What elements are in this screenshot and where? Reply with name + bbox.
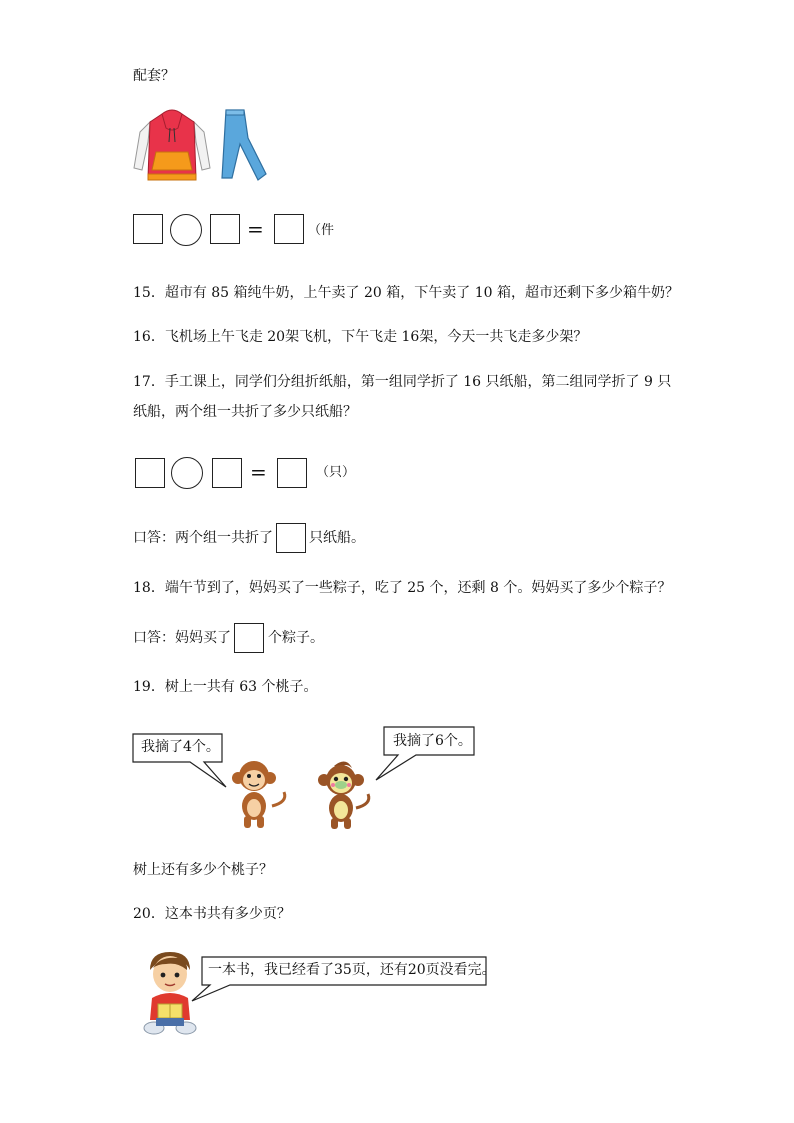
- q18-answer-blank[interactable]: [234, 623, 264, 653]
- q19-question: 树上还有多少个桃子？: [133, 862, 273, 878]
- q14-operator-circle[interactable]: [170, 214, 202, 246]
- hoodie-picture: [132, 108, 212, 184]
- q17-blank-result[interactable]: [277, 458, 307, 488]
- q17-blank-1[interactable]: [135, 458, 165, 488]
- q17-answer-prefix: 口答：两个组一共折了: [133, 530, 273, 546]
- q17-equals-sign: =: [250, 460, 267, 484]
- q20-bubble-text: 一本书，我已经看了35页，还有20页没看完。: [208, 962, 496, 978]
- monkey-icon: [316, 758, 376, 830]
- q14-text: 配套？: [133, 68, 175, 84]
- q17-answer-blank[interactable]: [276, 523, 306, 553]
- q17-operator-circle[interactable]: [171, 457, 203, 489]
- q18-text: 18．端午节到了，妈妈买了一些粽子，吃了 25 个，还剩 8 个。妈妈买了多少个粽子？: [133, 580, 672, 596]
- q14-equals-sign: =: [247, 217, 264, 241]
- q20-text: 20．这本书共有多少页？: [133, 906, 291, 922]
- q14-blank-result[interactable]: [274, 214, 304, 244]
- q17-blank-2[interactable]: [212, 458, 242, 488]
- monkey-icon: [228, 758, 290, 830]
- q16-text: 16．飞机场上午飞走 20架飞机，下午飞走 16架，今天一共飞走多少架？: [133, 329, 588, 345]
- q14-blank-2[interactable]: [210, 214, 240, 244]
- q17-text-line2: 纸船，两个组一共折了多少只纸船？: [133, 404, 357, 420]
- q15-text: 15．超市有 85 箱纯牛奶，上午卖了 20 箱，下午卖了 10 箱，超市还剩下多少箱牛奶？: [133, 285, 679, 301]
- q14-unit: （件: [308, 223, 335, 238]
- q17-text-line1: 17．手工课上，同学们分组折纸船，第一组同学折了 16 只纸船，第二组同学折了 9 只: [133, 374, 672, 390]
- q17-unit: （只）: [316, 465, 356, 480]
- jeans-picture: [218, 108, 274, 184]
- q17-answer-suffix: 只纸船。: [309, 530, 365, 546]
- q14-blank-1[interactable]: [133, 214, 163, 244]
- q19-text: 19．树上一共有 63 个桃子。: [133, 679, 318, 695]
- q18-answer-suffix: 个粽子。: [268, 630, 324, 646]
- q19-bubble-left-text: 我摘了4个。: [141, 739, 220, 755]
- q19-bubble-right-text: 我摘了6个。: [393, 733, 472, 749]
- q18-answer-prefix: 口答：妈妈买了: [133, 630, 231, 646]
